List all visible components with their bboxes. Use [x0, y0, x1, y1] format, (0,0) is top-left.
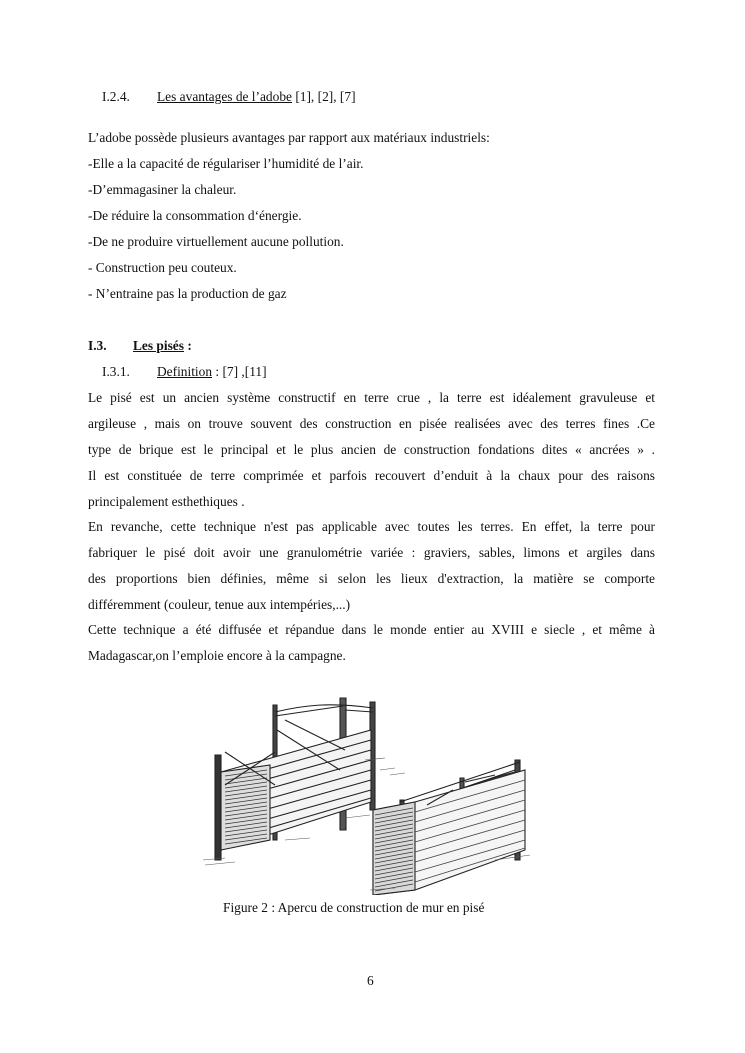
list-item: -De ne produire virtuellement aucune pollution.: [88, 234, 344, 249]
section-suffix: :: [183, 338, 192, 353]
section-title: Definition: [157, 364, 213, 379]
paragraph-line: Le pisé est un ancien système constructif en terre crue , la terre est idéalement gravuleuse et: [88, 390, 655, 405]
paragraph-line: Il est constituée de terre comprimée et parfois recouvert d’enduit à la chaux pour des raisons: [88, 468, 655, 483]
section-title-line: [133, 338, 192, 354]
paragraph-line: Madagascar,on l’emploie encore à la campagne.: [88, 648, 346, 663]
list-item: - N’entraine pas la production de gaz: [88, 286, 287, 301]
figure-caption: Figure 2 : Apercu de construction de mur en pisé: [223, 900, 485, 915]
list-item: -Elle a la capacité de régulariser l’humidité de l’air.: [88, 156, 364, 171]
section-title-line: [157, 364, 267, 380]
section-title: Les avantages de l’adobe: [157, 89, 292, 104]
list-item: -De réduire la consommation d‘énergie.: [88, 208, 302, 223]
paragraph-line: type de brique est le principal et le plus ancien de construction fondations dites « ancrées » .: [88, 442, 655, 457]
adobe-intro: L’adobe possède plusieurs avantages par rapport aux matériaux industriels:: [88, 130, 490, 145]
page-number: 6: [367, 973, 374, 988]
section-refs: : [7] ,[11]: [212, 364, 267, 379]
paragraph-line: fabriquer le pisé doit avoir une granulométrie variée : graviers, sables, limons et argiles dans: [88, 545, 655, 560]
paragraph-line: différemment (couleur, tenue aux intempéries,...): [88, 597, 351, 612]
section-number: I.3.: [88, 338, 107, 353]
list-item: - Construction peu couteux.: [88, 260, 237, 275]
paragraph-line: En revanche, cette technique n'est pas applicable avec toutes les terres. En effet, la terre pour: [88, 519, 655, 534]
section-title: Les pisés: [133, 338, 184, 353]
paragraph-line: Cette technique a été diffusée et répandue dans le monde entier au XVIII e siecle , et même à: [88, 622, 655, 637]
paragraph-line: argileuse , mais on trouve souvent des construction en pisée realisées avec des terres fines .Ce: [88, 416, 655, 431]
list-item: -D’emmagasiner la chaleur.: [88, 182, 237, 197]
section-number: I.2.4.: [102, 89, 130, 104]
section-number: I.3.1.: [102, 364, 130, 379]
pise-construction-illustration: [195, 690, 555, 895]
section-title-line: [157, 89, 356, 105]
section-refs: [1], [2], [7]: [291, 89, 356, 104]
paragraph-line: principalement esthethiques .: [88, 494, 245, 509]
paragraph-line: des proportions bien définies, même si selon les lieux d'extraction, la matière se comporte: [88, 571, 655, 586]
